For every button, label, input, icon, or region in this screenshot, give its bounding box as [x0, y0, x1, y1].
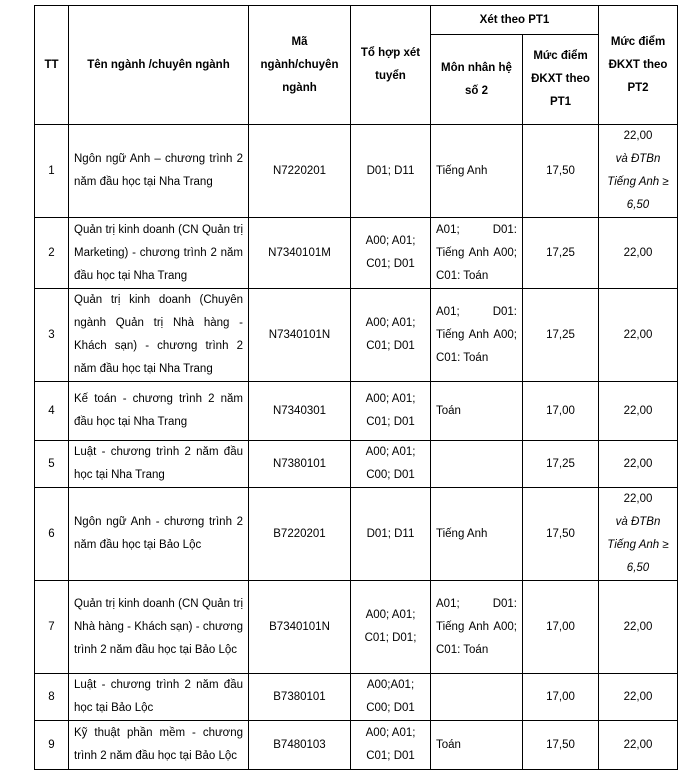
weighted-subject: A01; D01: Tiếng Anh A00; C01: Toán: [431, 218, 523, 289]
pt2-score-cell: [599, 125, 678, 218]
table-row: [35, 674, 678, 721]
pt1-score: 17,50: [523, 125, 599, 218]
header-code: Mã ngành/chuyên ngành: [249, 6, 351, 125]
program-name: Quản trị kinh doanh (CN Quản trị Marketing) - chương trình 2 năm đầu học tại Nha Trang: [69, 218, 249, 289]
pt2-score: 22,00: [623, 457, 653, 470]
pt2-score: 22,00: [623, 404, 653, 417]
pt2-score-cell: [599, 488, 678, 581]
subject-combination: A00;A01; C00; D01: [351, 674, 431, 721]
program-code: N7340301: [249, 382, 351, 441]
table-row: [35, 721, 678, 770]
weighted-subject: Toán: [431, 721, 523, 770]
header-row-1: [35, 6, 678, 35]
pt1-score: 17,25: [523, 441, 599, 488]
row-number: 5: [35, 441, 69, 488]
subject-combination: A00; A01; C01; D01: [351, 721, 431, 770]
program-name: Kế toán - chương trình 2 năm đầu học tại Nha Trang: [69, 382, 249, 441]
pt2-score-cell: [599, 674, 678, 721]
table-row: [35, 289, 678, 382]
pt2-score-cell: [599, 289, 678, 382]
pt1-score: 17,00: [523, 674, 599, 721]
pt2-score: 22,00: [623, 738, 653, 751]
weighted-subject: Tiếng Anh: [431, 125, 523, 218]
weighted-subject: [431, 674, 523, 721]
program-code: N7380101: [249, 441, 351, 488]
pt1-score: 17,25: [523, 289, 599, 382]
program-code: B7380101: [249, 674, 351, 721]
pt2-score-cell: [599, 382, 678, 441]
subject-combination: A00; A01; C01; D01;: [351, 581, 431, 674]
pt2-score: 22,00: [623, 130, 653, 142]
row-number: 7: [35, 581, 69, 674]
row-number: 2: [35, 218, 69, 289]
table-row: [35, 382, 678, 441]
pt2-score: 22,00: [623, 493, 653, 505]
pt2-score-cell: [599, 441, 678, 488]
program-name: Quản trị kinh doanh (Chuyên ngành Quản trị Nhà hàng - Khách sạn) - chương trình 2 năm đầu học tại Nha Trang: [69, 289, 249, 382]
program-code: B7220201: [249, 488, 351, 581]
header-pt1-group: Xét theo PT1: [431, 6, 599, 35]
program-name: Luật - chương trình 2 năm đầu học tại Nha Trang: [69, 441, 249, 488]
subject-combination: D01; D11: [351, 125, 431, 218]
program-name: Luật - chương trình 2 năm đầu học tại Bảo Lộc: [69, 674, 249, 721]
program-name: Ngôn ngữ Anh – chương trình 2 năm đầu học tại Nha Trang: [69, 125, 249, 218]
table-row: [35, 218, 678, 289]
pt1-score: 17,50: [523, 488, 599, 581]
table-row: [35, 488, 678, 581]
weighted-subject: Tiếng Anh: [431, 488, 523, 581]
program-name: Quản trị kinh doanh (CN Quản trị Nhà hàng - Khách sạn) - chương trình 2 năm đầu học tại Bảo Lộc: [69, 581, 249, 674]
pt2-score: 22,00: [623, 690, 653, 703]
row-number: 4: [35, 382, 69, 441]
table-row: [35, 125, 678, 218]
pt1-score: 17,00: [523, 382, 599, 441]
header-pt1-score: Mức điểm ĐKXT theo PT1: [523, 35, 599, 125]
program-code: N7220201: [249, 125, 351, 218]
weighted-subject: [431, 441, 523, 488]
program-code: N7340101N: [249, 289, 351, 382]
row-number: 6: [35, 488, 69, 581]
subject-combination: D01; D11: [351, 488, 431, 581]
row-number: 1: [35, 125, 69, 218]
header-pt2-score: Mức điểm ĐKXT theo PT2: [599, 6, 678, 125]
pt2-condition-note: và ĐTBn Tiếng Anh ≥ 6,50: [607, 153, 669, 211]
pt2-score: 22,00: [623, 328, 653, 341]
table-row: [35, 441, 678, 488]
program-name: Kỹ thuật phần mềm - chương trình 2 năm đầu học tại Bảo Lộc: [69, 721, 249, 770]
header-tt: TT: [35, 6, 69, 125]
pt2-score: 22,00: [623, 246, 653, 259]
table-body: [35, 125, 678, 770]
pt2-score-cell: [599, 218, 678, 289]
pt1-score: 17,25: [523, 218, 599, 289]
program-code: B7340101N: [249, 581, 351, 674]
row-number: 9: [35, 721, 69, 770]
header-pt1-subject: Môn nhân hệ số 2: [431, 35, 523, 125]
pt1-score: 17,50: [523, 721, 599, 770]
subject-combination: A00; A01; C01; D01: [351, 382, 431, 441]
pt1-score: 17,00: [523, 581, 599, 674]
program-code: B7480103: [249, 721, 351, 770]
pt2-condition-note: và ĐTBn Tiếng Anh ≥ 6,50: [607, 516, 669, 574]
pt2-score-cell: [599, 721, 678, 770]
program-name: Ngôn ngữ Anh - chương trình 2 năm đầu học tại Bảo Lộc: [69, 488, 249, 581]
row-number: 3: [35, 289, 69, 382]
pt2-score-cell: [599, 581, 678, 674]
weighted-subject: Toán: [431, 382, 523, 441]
header-name: Tên ngành /chuyên ngành: [69, 6, 249, 125]
subject-combination: A00; A01; C01; D01: [351, 289, 431, 382]
subject-combination: A00; A01; C01; D01: [351, 218, 431, 289]
row-number: 8: [35, 674, 69, 721]
program-code: N7340101M: [249, 218, 351, 289]
weighted-subject: A01; D01: Tiếng Anh A00; C01: Toán: [431, 289, 523, 382]
pt2-score: 22,00: [623, 620, 653, 633]
weighted-subject: A01; D01: Tiếng Anh A00; C01: Toán: [431, 581, 523, 674]
subject-combination: A00; A01; C00; D01: [351, 441, 431, 488]
admission-table: [34, 5, 678, 770]
header-combo: Tổ hợp xét tuyển: [351, 6, 431, 125]
table-row: [35, 581, 678, 674]
